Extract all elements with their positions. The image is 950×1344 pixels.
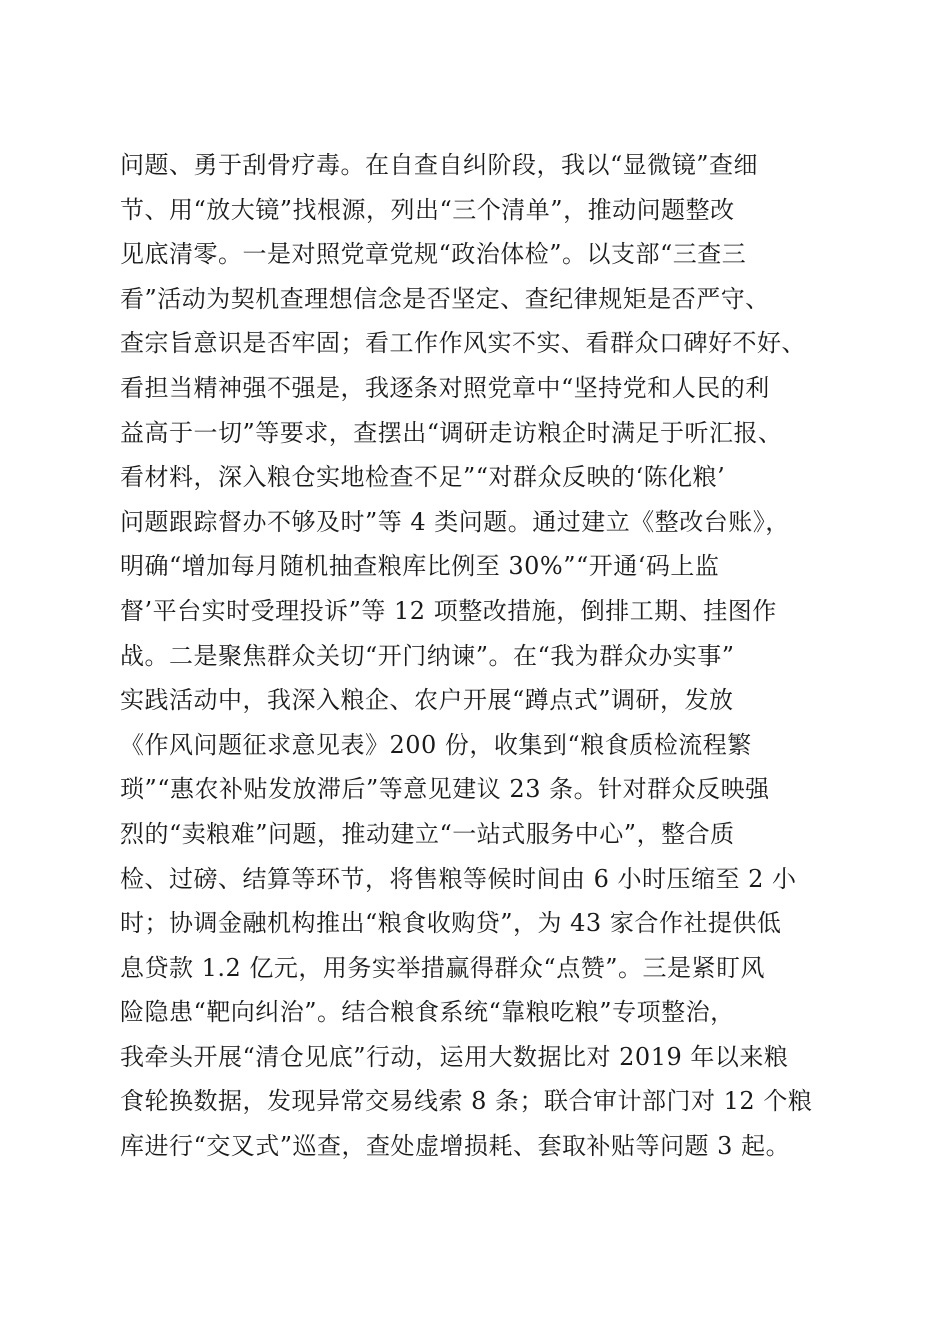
text-line: 食轮换数据，发现异常交易线索 8 条；联合审计部门对 12 个粮	[120, 1087, 813, 1116]
body-paragraph	[120, 143, 860, 1169]
text-line: 险隐患“靶向纠治”。结合粮食系统“靠粮吃粮”专项整治，	[120, 998, 735, 1027]
text-line: 库进行“交叉式”巡查，查处虚增损耗、套取补贴等问题 3 起。	[120, 1132, 791, 1161]
text-line: 明确“增加每月随机抽查粮库比例至 30%”“开通‘码上监	[120, 552, 720, 581]
text-line: 我牵头开展“清仓见底”行动，运用大数据比对 2019 年以来粮	[120, 1042, 789, 1071]
text-line: 战。二是聚焦群众关切“开门纳谏”。在“我为群众办实事”	[120, 641, 735, 670]
text-line: 问题跟踪督办不够及时”等 4 类问题。通过建立《整改台账》，	[120, 507, 790, 536]
text-line: 《作风问题征求意见表》200 份，收集到“粮食质检流程繁	[120, 730, 752, 759]
text-line: 见底清零。一是对照党章党规“政治体检”。以支部“三查三	[120, 240, 747, 269]
text-line: 看材料，深入粮仓实地检查不足”“对群众反映的‘陈化粮’	[120, 463, 726, 492]
text-line: 实践活动中，我深入粮企、农户开展“蹲点式”调研，发放	[120, 686, 734, 715]
text-line: 益高于一切”等要求，查摆出“调研走访粮企时满足于听汇报、	[120, 418, 783, 447]
text-line: 烈的“卖粮难”问题，推动建立“一站式服务中心”，整合质	[120, 819, 735, 848]
text-line: 督’平台实时受理投诉”等 12 项整改措施，倒排工期、挂图作	[120, 596, 777, 625]
text-line: 节、用“放大镜”找根源，列出“三个清单”，推动问题整改	[120, 195, 735, 224]
text-line: 看担当精神强不强是，我逐条对照党章中“坚持党和人民的利	[120, 373, 770, 402]
text-line: 检、过磅、结算等环节，将售粮等候时间由 6 小时压缩至 2 小	[120, 864, 797, 893]
text-line: 琐”“惠农补贴发放滞后”等意见建议 23 条。针对群众反映强	[120, 775, 770, 804]
text-line: 时；协调金融机构推出“粮食收购贷”，为 43 家合作社提供低	[120, 909, 782, 938]
text-line: 看”活动为契机查理想信念是否坚定、查纪律规矩是否严守、	[120, 284, 770, 313]
text-line: 息贷款 1.2 亿元，用务实举措赢得群众“点赞”。三是紧盯风	[120, 953, 765, 982]
text-line: 问题、勇于刮骨疗毒。在自查自纠阶段，我以“显微镜”查细	[120, 151, 759, 179]
text-line: 查宗旨意识是否牢固；看工作作风实不实、看群众口碑好不好、	[120, 329, 806, 358]
